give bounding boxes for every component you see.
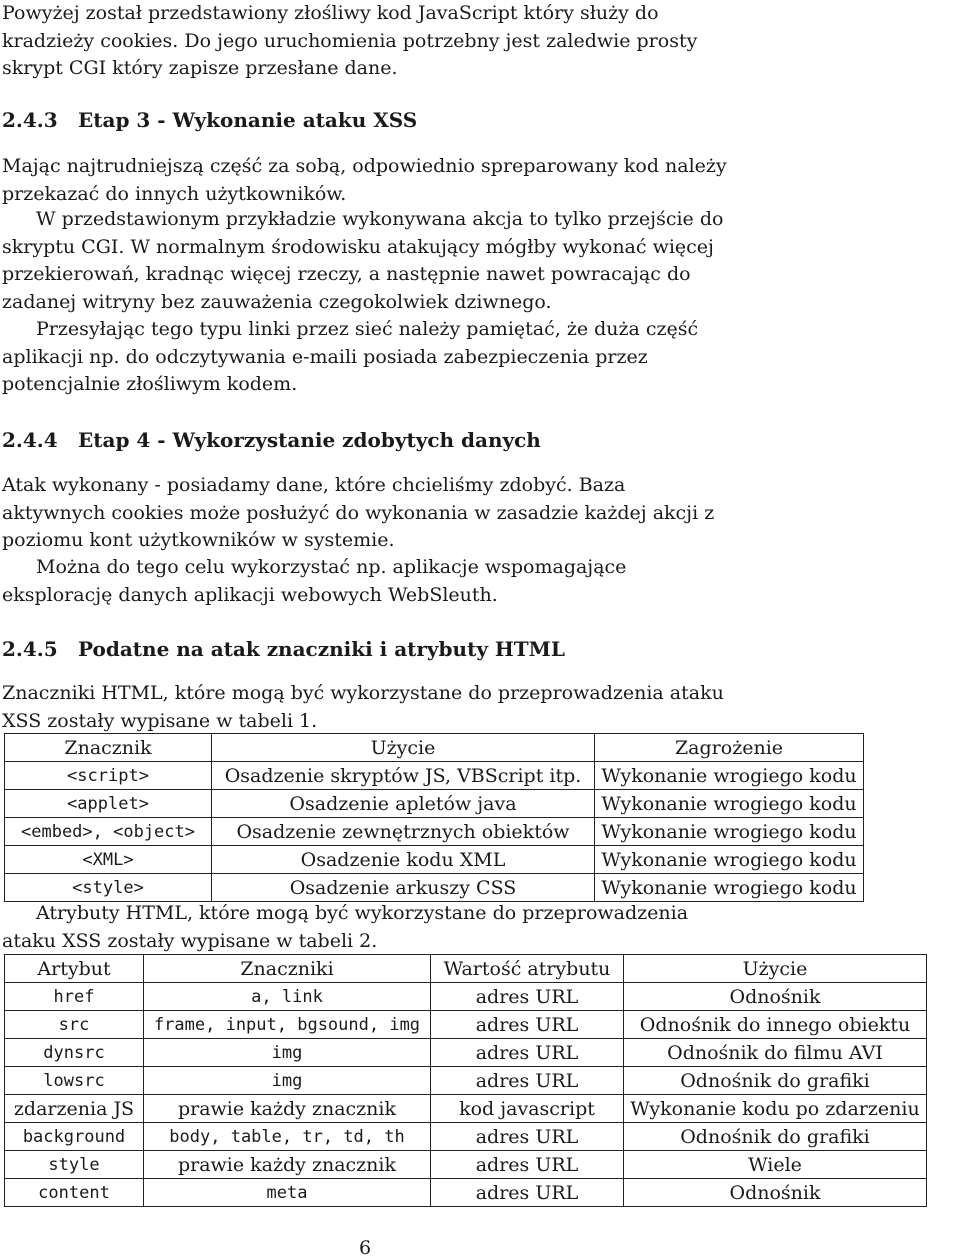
table-cell-tags: body, table, tr, td, th <box>144 1123 431 1151</box>
table-cell-usage: Odnośnik do grafiki <box>624 1067 927 1095</box>
table-cell-threat: Wykonanie wrogiego kodu <box>595 818 864 846</box>
section-title: Etap 4 - Wykorzystanie zdobytych danych <box>78 428 541 452</box>
table-row <box>5 818 864 846</box>
table-cell-usage: Osadzenie kodu XML <box>212 846 595 874</box>
table-html-tags <box>4 733 864 902</box>
table-row <box>5 1039 927 1067</box>
table-cell-usage: Odnośnik <box>624 1179 927 1207</box>
table-row <box>5 983 927 1011</box>
table-header-cell: Artybut <box>5 955 144 983</box>
table-cell-attribute: href <box>5 983 144 1011</box>
table-header-cell: Wartość atrybutu <box>431 955 624 983</box>
paragraph-cookie-theft: Powyżej został przedstawiony złośliwy kod JavaScript który służy do kradzieży cookies. Do jego uruchomienia potrzebny jest zaledwie prosty skrypt CGI który zapisze przesłane dane. <box>2 2 698 79</box>
table-cell-value: adres URL <box>431 1151 624 1179</box>
table-header-cell: Użycie <box>212 734 595 762</box>
paragraph-attack-done: Atak wykonany - posiadamy dane, które chcieliśmy zdobyć. Baza aktywnych cookies może posłużyć do wykonania w zasadzie każdej akcji z poziomu kont użytkowników w systemie. <box>2 474 715 551</box>
table-cell-tag: <script> <box>5 762 212 790</box>
table-cell-usage: Odnośnik do innego obiektu <box>624 1011 927 1039</box>
table-cell-tag: <XML> <box>5 846 212 874</box>
table-cell-value: adres URL <box>431 1123 624 1151</box>
table-cell-tag: <applet> <box>5 790 212 818</box>
table-cell-attribute: dynsrc <box>5 1039 144 1067</box>
table-cell-usage: Osadzenie arkuszy CSS <box>212 874 595 902</box>
section-heading-2-4-3 <box>2 108 417 132</box>
table-cell-value: adres URL <box>431 1039 624 1067</box>
table-row <box>5 1123 927 1151</box>
table-cell-threat: Wykonanie wrogiego kodu <box>595 762 864 790</box>
section-title: Podatne na atak znaczniki i atrybuty HTML <box>78 637 565 661</box>
table-cell-attribute: src <box>5 1011 144 1039</box>
table-cell-value: adres URL <box>431 1179 624 1207</box>
paragraph-example-action: W przedstawionym przykładzie wykonywana akcja to tylko przejście do skryptu CGI. W normalnym środowisku atakujący mógłby wykonać więcej przekierowań, kradnąc więcej rzeczy, a następnie nawet powracając do zadanej witryny bez zauważenia czegokolwiek dziwnego. <box>2 208 724 313</box>
table-cell-attribute: lowsrc <box>5 1067 144 1095</box>
table-cell-usage: Osadzenie zewnętrznych obiektów <box>212 818 595 846</box>
paragraph-tags-intro: Znaczniki HTML, które mogą być wykorzystane do przeprowadzenia ataku XSS zostały wypisane w tabeli 1. <box>2 682 724 732</box>
paragraph-pass-code: Mając najtrudniejszą część za sobą, odpowiednio spreparowany kod należy przekazać do innych użytkowników. <box>2 155 727 205</box>
table-cell-value: kod javascript <box>431 1095 624 1123</box>
table-row <box>5 790 864 818</box>
table-cell-tag: <style> <box>5 874 212 902</box>
section-number: 2.4.3 <box>2 108 58 132</box>
table-cell-usage: Odnośnik <box>624 983 927 1011</box>
table-cell-tags: frame, input, bgsound, img <box>144 1011 431 1039</box>
table-cell-tags: meta <box>144 1179 431 1207</box>
section-number: 2.4.4 <box>2 428 58 452</box>
paragraph-mail-protection: Przesyłając tego typu linki przez sieć należy pamiętać, że duża część aplikacji np. do odczytywania e-maili posiada zabezpieczenia przez potencjalnie złośliwym kodem. <box>2 318 699 395</box>
table-cell-usage: Odnośnik do grafiki <box>624 1123 927 1151</box>
table-cell-attribute: zdarzenia JS <box>5 1095 144 1123</box>
table-cell-tags: img <box>144 1039 431 1067</box>
page-number: 6 <box>358 1237 372 1259</box>
table-cell-value: adres URL <box>431 983 624 1011</box>
table-cell-usage: Osadzenie apletów java <box>212 790 595 818</box>
table-cell-usage: Odnośnik do filmu AVI <box>624 1039 927 1067</box>
table-row <box>5 1095 927 1123</box>
table-cell-tags: prawie każdy znacznik <box>144 1095 431 1123</box>
paragraph-websleuth: Można do tego celu wykorzystać np. aplikacje wspomagające eksplorację danych aplikacji webowych WebSleuth. <box>2 556 627 606</box>
table-row <box>5 874 864 902</box>
table-header-row <box>5 734 864 762</box>
table-cell-threat: Wykonanie wrogiego kodu <box>595 790 864 818</box>
table-cell-value: adres URL <box>431 1067 624 1095</box>
table-cell-threat: Wykonanie wrogiego kodu <box>595 874 864 902</box>
section-heading-2-4-4 <box>2 428 541 452</box>
table-header-cell: Znaczniki <box>144 955 431 983</box>
section-heading-2-4-5 <box>2 637 565 661</box>
table-cell-attribute: content <box>5 1179 144 1207</box>
table-cell-tag: <embed>, <object> <box>5 818 212 846</box>
table-cell-threat: Wykonanie wrogiego kodu <box>595 846 864 874</box>
table-cell-tags: prawie każdy znacznik <box>144 1151 431 1179</box>
section-number: 2.4.5 <box>2 637 58 661</box>
table-cell-attribute: background <box>5 1123 144 1151</box>
table-cell-usage: Wiele <box>624 1151 927 1179</box>
table-header-row <box>5 955 927 983</box>
table-cell-value: adres URL <box>431 1011 624 1039</box>
table-header-cell: Użycie <box>624 955 927 983</box>
paragraph-attributes-intro: Atrybuty HTML, które mogą być wykorzystane do przeprowadzenia ataku XSS zostały wypisane w tabeli 2. <box>2 902 689 952</box>
table-cell-tags: img <box>144 1067 431 1095</box>
table-row <box>5 846 864 874</box>
section-title: Etap 3 - Wykonanie ataku XSS <box>78 108 418 132</box>
table-cell-usage: Osadzenie skryptów JS, VBScript itp. <box>212 762 595 790</box>
table-row <box>5 1067 927 1095</box>
table-header-cell: Zagrożenie <box>595 734 864 762</box>
table-cell-attribute: style <box>5 1151 144 1179</box>
table-row <box>5 762 864 790</box>
table-row <box>5 1151 927 1179</box>
table-row <box>5 1179 927 1207</box>
table-row <box>5 1011 927 1039</box>
table-html-attributes <box>4 954 927 1207</box>
table-header-cell: Znacznik <box>5 734 212 762</box>
table-cell-tags: a, link <box>144 983 431 1011</box>
table-cell-usage: Wykonanie kodu po zdarzeniu <box>624 1095 927 1123</box>
